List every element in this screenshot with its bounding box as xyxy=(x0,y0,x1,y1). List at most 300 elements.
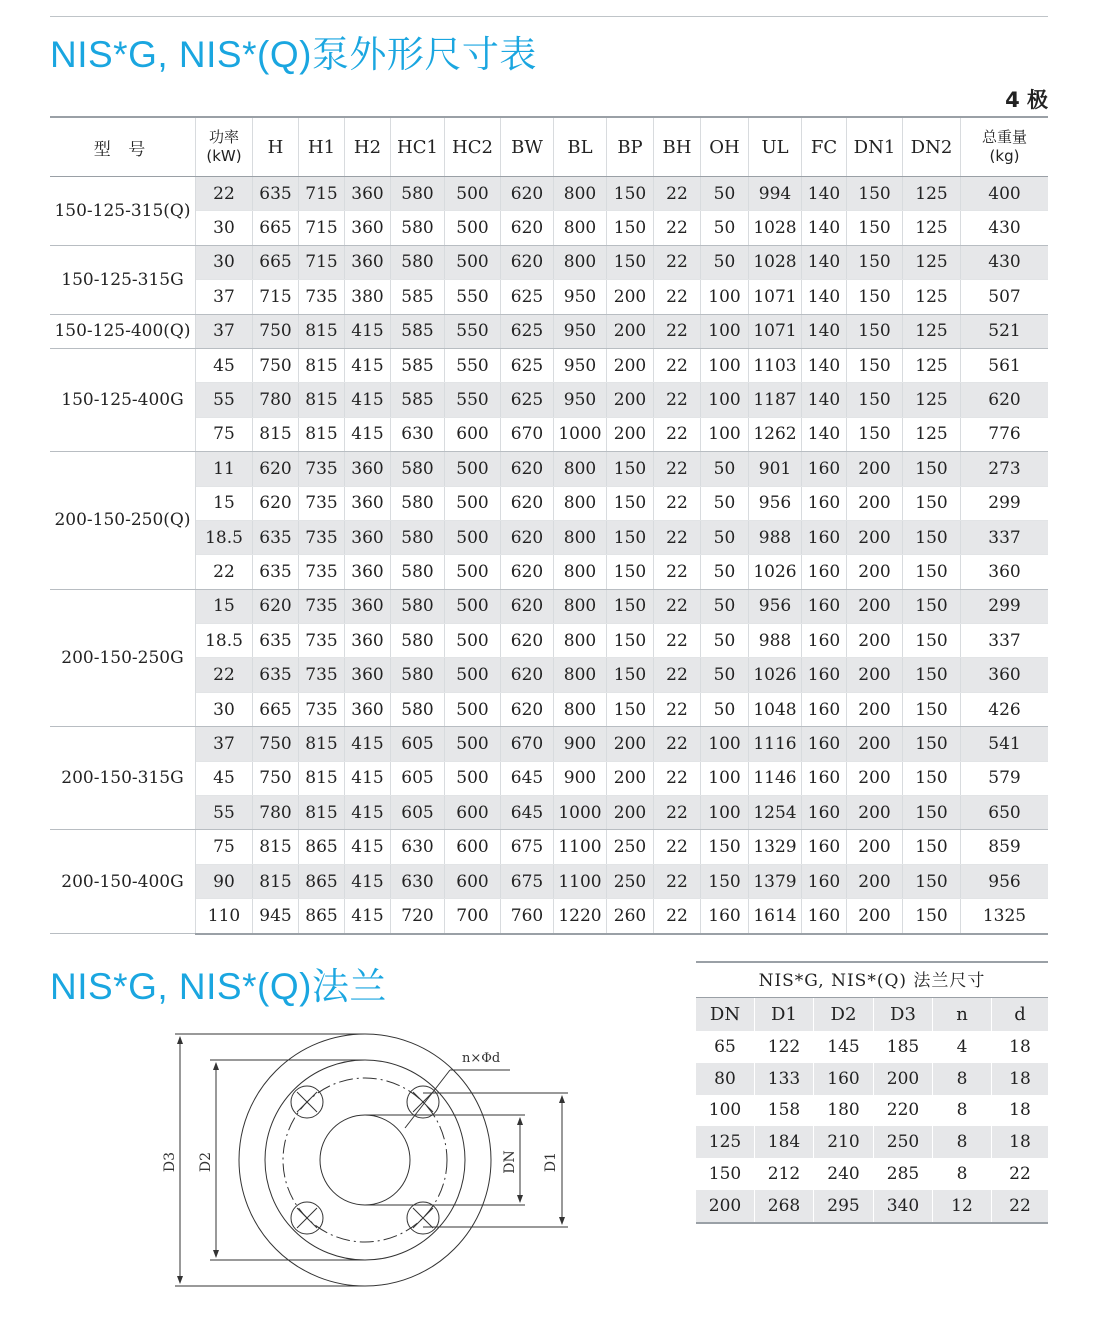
table-cell: 360 xyxy=(345,555,391,589)
table-cell: 30 xyxy=(196,692,253,726)
table-cell: 200 xyxy=(847,727,903,761)
table-cell: 110 xyxy=(196,899,253,934)
table-cell: 720 xyxy=(391,899,445,934)
table-cell: 200 xyxy=(847,589,903,623)
table-cell: 430 xyxy=(961,211,1049,245)
dimension-table xyxy=(50,116,1048,935)
table-cell: 140 xyxy=(802,245,847,279)
table-cell: 150 xyxy=(903,727,961,761)
table-row xyxy=(50,211,1048,245)
table-cell: 815 xyxy=(299,348,345,382)
table-cell: 760 xyxy=(501,899,554,934)
table-cell: 200 xyxy=(847,658,903,692)
table-cell: 735 xyxy=(299,658,345,692)
table-cell: 715 xyxy=(253,280,299,314)
table-cell: 140 xyxy=(802,314,847,348)
table-cell: 956 xyxy=(961,864,1049,898)
table-cell: 22 xyxy=(654,761,701,795)
table-cell: 815 xyxy=(299,727,345,761)
table-cell: 125 xyxy=(903,348,961,382)
table-cell: 55 xyxy=(196,796,253,830)
flange-table-cell: 250 xyxy=(874,1126,933,1158)
table-cell: 620 xyxy=(253,486,299,520)
bolt-hole-icon xyxy=(291,1086,323,1118)
table-cell: 665 xyxy=(253,692,299,726)
table-row xyxy=(50,383,1048,417)
table-cell: 22 xyxy=(654,624,701,658)
bolt-hole-icon xyxy=(291,1202,323,1234)
flange-table-cell: 200 xyxy=(696,1190,755,1223)
table-cell: 950 xyxy=(554,314,607,348)
table-cell: 37 xyxy=(196,280,253,314)
table-cell: 1379 xyxy=(749,864,802,898)
table-cell: 645 xyxy=(501,761,554,795)
table-cell: 337 xyxy=(961,520,1049,554)
table-cell: 580 xyxy=(391,658,445,692)
flange-table-cell: 8 xyxy=(933,1095,992,1127)
table-row xyxy=(50,486,1048,520)
table-cell: 950 xyxy=(554,383,607,417)
table-cell: 22 xyxy=(654,830,701,864)
table-cell: 160 xyxy=(802,830,847,864)
table-cell: 200 xyxy=(607,383,654,417)
table-cell: 580 xyxy=(391,555,445,589)
table-cell: 815 xyxy=(299,383,345,417)
table-cell: 360 xyxy=(961,658,1049,692)
table-cell: 360 xyxy=(961,555,1049,589)
col-header: H2 xyxy=(345,117,391,177)
table-cell: 125 xyxy=(903,177,961,211)
flange-col-header: DN xyxy=(696,998,755,1032)
table-cell: 605 xyxy=(391,761,445,795)
flange-table-cell: 65 xyxy=(714,1036,736,1057)
table-cell: 605 xyxy=(391,727,445,761)
table-cell: 22 xyxy=(654,452,701,486)
table-cell: 22 xyxy=(196,658,253,692)
table-cell: 160 xyxy=(802,452,847,486)
flange-table-cell: 200 xyxy=(874,1063,933,1095)
table-cell: 750 xyxy=(253,348,299,382)
table-cell: 635 xyxy=(253,555,299,589)
table-cell: 90 xyxy=(196,864,253,898)
table-cell: 815 xyxy=(253,830,299,864)
table-cell: 620 xyxy=(501,520,554,554)
model-header: 型 号 xyxy=(50,117,196,177)
flange-table-cell: 100 xyxy=(708,1100,742,1121)
flange-col-header: D3 xyxy=(874,998,933,1032)
table-cell: 815 xyxy=(299,314,345,348)
table-cell: 620 xyxy=(501,452,554,486)
table-cell: 950 xyxy=(554,280,607,314)
table-row xyxy=(50,658,1048,692)
table-cell: 865 xyxy=(299,864,345,898)
flange-col-header: d xyxy=(992,998,1049,1032)
table-cell: 360 xyxy=(345,520,391,554)
table-cell: 22 xyxy=(654,520,701,554)
table-cell: 735 xyxy=(299,692,345,726)
table-cell: 580 xyxy=(391,520,445,554)
table-cell: 150 xyxy=(903,864,961,898)
table-cell: 1614 xyxy=(749,899,802,934)
table-cell: 945 xyxy=(253,899,299,934)
table-cell: 1000 xyxy=(554,796,607,830)
table-cell: 160 xyxy=(802,796,847,830)
table-cell: 780 xyxy=(253,383,299,417)
table-cell: 635 xyxy=(253,624,299,658)
table-cell: 585 xyxy=(391,383,445,417)
table-cell: 360 xyxy=(345,692,391,726)
table-cell: 150 xyxy=(701,830,749,864)
table-cell: 50 xyxy=(701,520,749,554)
table-cell: 1220 xyxy=(554,899,607,934)
table-cell: 125 xyxy=(903,211,961,245)
table-cell: 500 xyxy=(445,658,501,692)
table-cell: 415 xyxy=(345,864,391,898)
table-cell: 160 xyxy=(802,899,847,934)
table-cell: 675 xyxy=(501,830,554,864)
table-cell: 585 xyxy=(391,348,445,382)
table-cell: 200 xyxy=(847,555,903,589)
bore-circle xyxy=(320,1115,410,1205)
table-row xyxy=(50,348,1048,382)
table-cell: 50 xyxy=(701,555,749,589)
table-cell: 580 xyxy=(391,452,445,486)
table-cell: 415 xyxy=(345,314,391,348)
table-cell: 800 xyxy=(554,555,607,589)
table-cell: 150 xyxy=(607,245,654,279)
pole-label: 4 极 xyxy=(1005,88,1048,112)
table-cell: 585 xyxy=(391,314,445,348)
table-cell: 360 xyxy=(345,177,391,211)
table-cell: 337 xyxy=(961,624,1049,658)
table-cell: 75 xyxy=(196,417,253,451)
flange-header-row xyxy=(696,998,1048,1032)
table-cell: 200 xyxy=(847,864,903,898)
table-cell: 956 xyxy=(749,486,802,520)
table-cell: 580 xyxy=(391,589,445,623)
table-cell: 22 xyxy=(654,486,701,520)
table-cell: 200 xyxy=(847,796,903,830)
table-cell: 18.5 xyxy=(196,520,253,554)
table-cell: 561 xyxy=(961,348,1049,382)
table-cell: 200 xyxy=(607,314,654,348)
table-row xyxy=(50,417,1048,451)
table-cell: 125 xyxy=(903,314,961,348)
table-cell: 100 xyxy=(701,314,749,348)
model-cell: 200-150-315G xyxy=(50,727,196,830)
table-cell: 630 xyxy=(391,417,445,451)
table-cell: 45 xyxy=(196,761,253,795)
table-cell: 150 xyxy=(847,417,903,451)
col-header: H xyxy=(253,117,299,177)
table-cell: 125 xyxy=(903,383,961,417)
table-cell: 500 xyxy=(445,761,501,795)
table-cell: 800 xyxy=(554,245,607,279)
table-cell: 1071 xyxy=(749,314,802,348)
table-cell: 780 xyxy=(253,796,299,830)
table-cell: 22 xyxy=(654,864,701,898)
table-cell: 22 xyxy=(654,245,701,279)
table-cell: 125 xyxy=(903,417,961,451)
table-cell: 22 xyxy=(654,589,701,623)
table-cell: 430 xyxy=(961,245,1049,279)
table-cell: 550 xyxy=(445,280,501,314)
table-cell: 815 xyxy=(299,796,345,830)
col-header: HC2 xyxy=(445,117,501,177)
table-cell: 125 xyxy=(903,245,961,279)
table-cell: 620 xyxy=(501,624,554,658)
table-cell: 299 xyxy=(961,589,1049,623)
table-cell: 507 xyxy=(961,280,1049,314)
table-cell: 15 xyxy=(196,486,253,520)
table-cell: 715 xyxy=(299,245,345,279)
flange-table-cell: 185 xyxy=(874,1031,933,1063)
d3-label: D3 xyxy=(162,1151,178,1173)
table-cell: 620 xyxy=(961,383,1049,417)
table-cell: 1146 xyxy=(749,761,802,795)
table-cell: 160 xyxy=(802,658,847,692)
table-cell: 150 xyxy=(607,177,654,211)
table-row xyxy=(50,520,1048,554)
col-header: BL xyxy=(554,117,607,177)
table-cell: 865 xyxy=(299,899,345,934)
flange-table-cell: 18 xyxy=(992,1095,1049,1127)
table-cell: 650 xyxy=(961,796,1049,830)
table-cell: 415 xyxy=(345,348,391,382)
table-cell: 415 xyxy=(345,727,391,761)
table-cell: 150 xyxy=(903,452,961,486)
table-cell: 150 xyxy=(903,624,961,658)
table-cell: 150 xyxy=(903,520,961,554)
table-cell: 360 xyxy=(345,245,391,279)
flange-table-cell: 340 xyxy=(874,1190,933,1223)
table-cell: 670 xyxy=(501,417,554,451)
table-cell: 200 xyxy=(847,830,903,864)
table-cell: 1000 xyxy=(554,417,607,451)
d1-label: D1 xyxy=(543,1151,559,1173)
table-cell: 160 xyxy=(802,486,847,520)
flange-table-cell: 184 xyxy=(755,1126,814,1158)
table-cell: 500 xyxy=(445,727,501,761)
model-cell: 150-125-315G xyxy=(50,245,196,314)
table-cell: 635 xyxy=(253,177,299,211)
table-cell: 22 xyxy=(654,658,701,692)
table-cell: 200 xyxy=(607,796,654,830)
table-cell: 605 xyxy=(391,796,445,830)
table-cell: 900 xyxy=(554,727,607,761)
table-cell: 415 xyxy=(345,830,391,864)
table-cell: 620 xyxy=(501,555,554,589)
table-cell: 580 xyxy=(391,624,445,658)
table-cell: 150 xyxy=(847,177,903,211)
table-cell: 50 xyxy=(701,692,749,726)
table-cell: 800 xyxy=(554,486,607,520)
table-cell: 50 xyxy=(701,177,749,211)
table-cell: 415 xyxy=(345,796,391,830)
table-cell: 22 xyxy=(196,177,253,211)
table-cell: 260 xyxy=(607,899,654,934)
table-cell: 140 xyxy=(802,177,847,211)
table-cell: 815 xyxy=(253,417,299,451)
table-cell: 22 xyxy=(654,899,701,934)
table-cell: 750 xyxy=(253,314,299,348)
col-header: OH xyxy=(701,117,749,177)
table-cell: 1325 xyxy=(961,899,1049,934)
table-cell: 160 xyxy=(802,761,847,795)
table-cell: 150 xyxy=(847,245,903,279)
holes-label: n×Φd xyxy=(462,1051,501,1066)
table-cell: 140 xyxy=(802,348,847,382)
table-row xyxy=(50,280,1048,314)
table-cell: 160 xyxy=(802,864,847,898)
table-cell: 250 xyxy=(607,830,654,864)
table-cell: 550 xyxy=(445,314,501,348)
table-cell: 18.5 xyxy=(196,624,253,658)
table-cell: 30 xyxy=(196,245,253,279)
table-cell: 735 xyxy=(299,486,345,520)
table-cell: 360 xyxy=(345,624,391,658)
table-cell: 620 xyxy=(501,177,554,211)
table-cell: 160 xyxy=(802,624,847,658)
table-cell: 50 xyxy=(701,245,749,279)
table-cell: 541 xyxy=(961,727,1049,761)
table-cell: 800 xyxy=(554,452,607,486)
col-header: FC xyxy=(802,117,847,177)
table-cell: 360 xyxy=(345,486,391,520)
flange-table-cell: 22 xyxy=(992,1190,1049,1223)
table-cell: 800 xyxy=(554,589,607,623)
table-cell: 200 xyxy=(847,624,903,658)
table-cell: 988 xyxy=(749,624,802,658)
flange-col-header: n xyxy=(933,998,992,1032)
table-cell: 360 xyxy=(345,211,391,245)
table-cell: 50 xyxy=(701,452,749,486)
table-cell: 620 xyxy=(501,211,554,245)
table-cell: 580 xyxy=(391,245,445,279)
table-cell: 200 xyxy=(607,280,654,314)
table-cell: 815 xyxy=(299,761,345,795)
table-cell: 901 xyxy=(749,452,802,486)
flange-drawing xyxy=(150,1025,570,1295)
table-cell: 200 xyxy=(607,727,654,761)
table-cell: 160 xyxy=(802,555,847,589)
table-cell: 150 xyxy=(903,486,961,520)
table-cell: 1100 xyxy=(554,830,607,864)
flange-table-cell: 8 xyxy=(933,1158,992,1190)
table-cell: 1100 xyxy=(554,864,607,898)
flange-table-cell: 80 xyxy=(696,1063,755,1095)
table-cell: 200 xyxy=(847,452,903,486)
table-cell: 1103 xyxy=(749,348,802,382)
table-cell: 160 xyxy=(802,727,847,761)
flange-table-caption: NIS*G, NIS*(Q) 法兰尺寸 xyxy=(696,961,1048,997)
table-cell: 750 xyxy=(253,761,299,795)
table-cell: 950 xyxy=(554,348,607,382)
model-cell: 200-150-250G xyxy=(50,589,196,727)
flange-table-cell: 220 xyxy=(874,1095,933,1127)
table-cell: 50 xyxy=(701,624,749,658)
table-cell: 500 xyxy=(445,589,501,623)
table-cell: 50 xyxy=(701,211,749,245)
hole-leader-line xyxy=(405,1070,450,1128)
table-cell: 150 xyxy=(701,864,749,898)
table-cell: 100 xyxy=(701,417,749,451)
table-cell: 150 xyxy=(903,555,961,589)
table-cell: 200 xyxy=(847,899,903,934)
table-cell: 100 xyxy=(701,796,749,830)
table-cell: 600 xyxy=(445,417,501,451)
table-cell: 735 xyxy=(299,520,345,554)
table-cell: 620 xyxy=(501,589,554,623)
table-cell: 22 xyxy=(654,555,701,589)
table-cell: 50 xyxy=(701,486,749,520)
table-cell: 100 xyxy=(701,280,749,314)
table-cell: 625 xyxy=(501,383,554,417)
top-rule xyxy=(50,16,1048,17)
flange-outer-circle xyxy=(239,1034,491,1286)
table-cell: 500 xyxy=(445,555,501,589)
table-cell: 22 xyxy=(654,280,701,314)
table-cell: 580 xyxy=(391,692,445,726)
col-header: BH xyxy=(654,117,701,177)
table-cell: 1026 xyxy=(749,658,802,692)
flange-table-row xyxy=(696,1095,1048,1127)
table-cell: 1026 xyxy=(749,555,802,589)
flange-table-cell: 158 xyxy=(755,1095,814,1127)
col-header: HC1 xyxy=(391,117,445,177)
table-cell: 100 xyxy=(701,727,749,761)
table-cell: 150 xyxy=(903,761,961,795)
flange-table-cell: 295 xyxy=(814,1190,874,1223)
table-cell: 600 xyxy=(445,830,501,864)
flange-table-cell: 210 xyxy=(814,1126,874,1158)
table-cell: 160 xyxy=(802,520,847,554)
table-cell: 956 xyxy=(749,589,802,623)
table-row xyxy=(50,177,1048,211)
table-cell: 630 xyxy=(391,864,445,898)
flange-table-cell: 133 xyxy=(755,1063,814,1095)
table-cell: 735 xyxy=(299,624,345,658)
table-cell: 900 xyxy=(554,761,607,795)
table-cell: 735 xyxy=(299,589,345,623)
table-cell: 380 xyxy=(345,280,391,314)
table-cell: 160 xyxy=(701,899,749,934)
table-cell: 150 xyxy=(607,692,654,726)
table-row xyxy=(50,864,1048,898)
table-cell: 360 xyxy=(345,589,391,623)
table-cell: 500 xyxy=(445,211,501,245)
table-cell: 500 xyxy=(445,245,501,279)
table-cell: 22 xyxy=(654,727,701,761)
table-row xyxy=(50,796,1048,830)
table-cell: 620 xyxy=(501,245,554,279)
table-cell: 22 xyxy=(654,177,701,211)
table-cell: 55 xyxy=(196,383,253,417)
table-cell: 625 xyxy=(501,314,554,348)
table-cell: 100 xyxy=(701,348,749,382)
flange-table-row xyxy=(696,1158,1048,1190)
table-cell: 100 xyxy=(701,383,749,417)
table-cell: 37 xyxy=(196,727,253,761)
model-cell: 150-125-315(Q) xyxy=(50,177,196,246)
table-cell: 1028 xyxy=(749,245,802,279)
table-cell: 800 xyxy=(554,211,607,245)
table-row xyxy=(50,899,1048,934)
table-row xyxy=(50,314,1048,348)
table-cell: 150 xyxy=(607,452,654,486)
d2-label: D2 xyxy=(198,1151,214,1173)
table-cell: 22 xyxy=(654,348,701,382)
